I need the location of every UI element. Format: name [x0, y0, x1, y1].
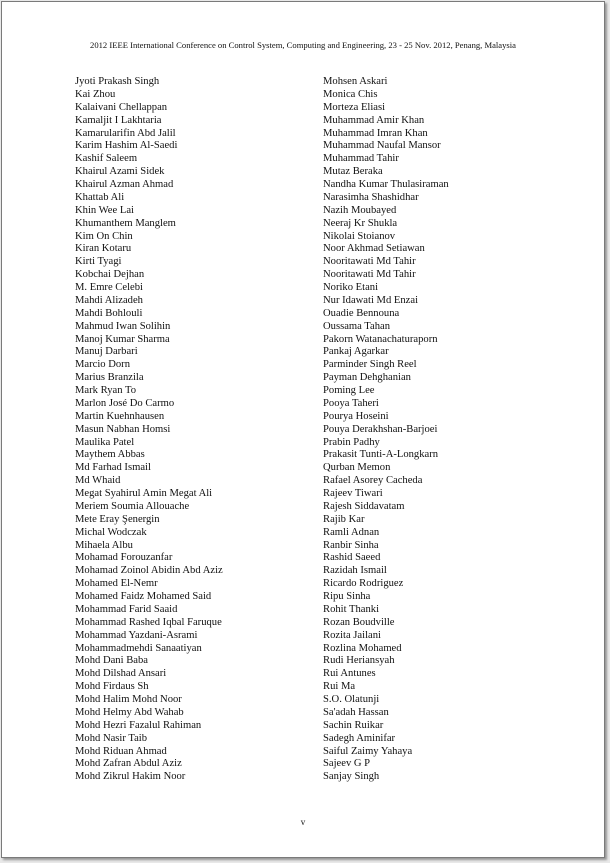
list-item: Pankaj Agarkar — [323, 346, 389, 358]
list-item: Parminder Singh Reel — [323, 359, 417, 371]
list-item: Mohammadmehdi Sanaatiyan — [75, 642, 202, 654]
list-item: Noriko Etani — [323, 282, 379, 293]
list-item: Prakasit Tunti-A-Longkarn — [323, 449, 439, 461]
list-item: Sa'adah Hassan — [323, 706, 389, 718]
list-item: Muhammad Tahir — [323, 153, 399, 165]
list-item: Monica Chis — [323, 88, 378, 100]
list-item: Mohd Halim Mohd Noor — [75, 694, 182, 705]
list-item: Mohd Helmy Abd Wahab — [75, 706, 184, 718]
list-item: Md Whaid — [75, 475, 121, 487]
name-list-right — [323, 76, 449, 784]
list-item: Payman Dehghanian — [323, 372, 411, 384]
list-item: Mahdi Alizadeh — [75, 294, 143, 306]
list-item: Md Farhad Ismail — [75, 462, 151, 474]
list-item: Marius Branzila — [75, 372, 144, 384]
list-item: Pouya Derakhshan-Barjoei — [323, 423, 438, 435]
list-item: Neeraj Kr Shukla — [323, 217, 398, 229]
list-item: Mahmud Iwan Solihin — [75, 320, 171, 332]
list-item: Nooritawati Md Tahir — [323, 256, 416, 268]
list-item: Sanjay Singh — [323, 771, 380, 783]
list-item: Pooya Taheri — [323, 397, 379, 409]
list-item: Muhammad Amir Khan — [323, 114, 425, 126]
name-list-left — [75, 76, 223, 784]
list-item: Mark Ryan To — [75, 385, 137, 396]
list-item: Ripu Sinha — [323, 591, 371, 602]
list-item: Mohd Zikrul Hakim Noor — [75, 771, 186, 783]
list-item: Khin Wee Lai — [75, 204, 134, 216]
list-item: Jyoti Prakash Singh — [75, 76, 160, 87]
list-item: Mohd Dani Baba — [75, 655, 148, 667]
list-item: Kalaivani Chellappan — [75, 101, 168, 113]
document-page — [1, 1, 605, 858]
list-item: Mohd Hezri Fazalul Rahiman — [75, 719, 202, 731]
list-item: Kiran Kotaru — [75, 243, 132, 255]
list-item: Narasimha Shashidhar — [323, 191, 419, 203]
list-item: Mohsen Askari — [323, 76, 388, 87]
list-item: Mohd Firdaus Sh — [75, 681, 149, 693]
list-item: Noor Akhmad Setiawan — [323, 243, 425, 255]
list-item: Ramli Adnan — [323, 526, 380, 538]
list-item: Mohammad Yazdani-Asrami — [75, 629, 198, 641]
list-item: Prabin Padhy — [323, 436, 380, 448]
list-item: Mahdi Bohlouli — [75, 307, 143, 319]
list-item: Rui Antunes — [323, 668, 376, 680]
list-item: Rohit Thanki — [323, 603, 380, 615]
list-item: Manuj Darbari — [75, 346, 138, 358]
list-item: Mohd Riduan Ahmad — [75, 745, 167, 757]
list-item: Mohamed Faidz Mohamed Said — [75, 591, 212, 602]
list-item: Mohamad Forouzanfar — [75, 552, 173, 564]
list-item: Marcio Dorn — [75, 359, 131, 371]
list-item: Sadegh Aminifar — [323, 732, 396, 744]
list-item: Rui Ma — [323, 681, 356, 693]
list-item: Megat Syahirul Amin Megat Ali — [75, 488, 213, 499]
list-item: Rajib Kar — [323, 513, 365, 525]
list-item: Rudi Heriansyah — [323, 655, 395, 667]
list-item: Khattab Ali — [75, 191, 125, 203]
list-item: Poming Lee — [323, 385, 375, 396]
list-item: Kamarularifin Abd Jalil — [75, 127, 176, 139]
list-item: Ouadie Bennouna — [323, 307, 400, 319]
list-item: Khairul Azman Ahmad — [75, 179, 174, 190]
list-item: Morteza Eliasi — [323, 101, 386, 113]
list-item: Marlon José Do Carmo — [75, 397, 175, 409]
list-item: Sajeev G P — [323, 758, 371, 770]
list-item: S.O. Olatunji — [323, 694, 380, 705]
list-item: Kobchai Dejhan — [75, 269, 145, 281]
list-item: Muhammad Imran Khan — [323, 127, 428, 139]
list-item: Nikolai Stoianov — [323, 230, 396, 242]
list-item: Kai Zhou — [75, 88, 116, 100]
list-item: Mohamed El-Nemr — [75, 578, 158, 590]
list-item: Martin Kuehnhausen — [75, 410, 165, 422]
list-item: Mohd Dilshad Ansari — [75, 668, 167, 680]
list-item: Oussama Tahan — [323, 320, 391, 332]
list-item: Maulika Patel — [75, 436, 135, 448]
list-item: Rashid Saeed — [323, 552, 381, 564]
list-item: Khairul Azami Sidek — [75, 166, 165, 178]
list-item: Kirti Tyagi — [75, 256, 122, 268]
list-item: Karim Hashim Al-Saedi — [75, 140, 178, 152]
list-item: Kim On Chin — [75, 230, 133, 242]
list-item: Nazih Moubayed — [323, 204, 397, 216]
list-item: Mohd Nasir Taib — [75, 732, 148, 744]
running-header: 2012 IEEE International Conference on Control System, Computing and Engineering, 23 - 25 Nov. 2012, Penang, Malaysia — [90, 40, 516, 50]
list-item: Michal Wodczak — [75, 526, 147, 538]
list-item: Saiful Zaimy Yahaya — [323, 745, 413, 757]
list-item: Mete Eray Şenergin — [75, 513, 160, 525]
list-item: Mihaela Albu — [75, 539, 133, 551]
list-item: Pakorn Watanachaturaporn — [323, 333, 438, 345]
list-item: Masun Nabhan Homsi — [75, 423, 171, 435]
list-item: Khumanthem Manglem — [75, 217, 176, 229]
list-item: Muhammad Naufal Mansor — [323, 140, 441, 152]
page-number: v — [300, 817, 306, 827]
list-item: Nur Idawati Md Enzai — [323, 294, 419, 306]
list-item: M. Emre Celebi — [75, 282, 143, 293]
list-item: Mohd Zafran Abdul Aziz — [75, 758, 182, 770]
list-item: Rozlina Mohamed — [323, 642, 402, 654]
list-item: Nooritawati Md Tahir — [323, 269, 416, 281]
list-item: Mohamad Zoinol Abidin Abd Aziz — [75, 565, 223, 577]
list-item: Mutaz Beraka — [323, 166, 383, 178]
list-item: Rozan Boudville — [323, 616, 395, 628]
list-item: Rozita Jailani — [323, 629, 381, 641]
list-item: Razidah Ismail — [323, 565, 387, 577]
list-item: Meriem Soumia Allouache — [75, 500, 190, 512]
list-item: Pourya Hoseini — [323, 410, 389, 422]
list-item: Kashif Saleem — [75, 153, 138, 165]
list-item: Ricardo Rodriguez — [323, 578, 404, 590]
list-item: Nandha Kumar Thulasiraman — [323, 179, 449, 190]
list-item: Rafael Asorey Cacheda — [323, 475, 423, 487]
list-item: Qurban Memon — [323, 462, 391, 474]
list-item: Kamaljit I Lakhtaria — [75, 114, 162, 126]
list-item: Rajesh Siddavatam — [323, 500, 405, 512]
list-item: Rajeev Tiwari — [323, 488, 383, 499]
list-item: Maythem Abbas — [75, 449, 145, 461]
list-item: Ranbir Sinha — [323, 539, 379, 551]
list-item: Manoj Kumar Sharma — [75, 333, 170, 345]
list-item: Mohammad Rashed Iqbal Faruque — [75, 616, 222, 628]
list-item: Sachin Ruikar — [323, 719, 384, 731]
list-item: Mohammad Farid Saaid — [75, 603, 178, 615]
